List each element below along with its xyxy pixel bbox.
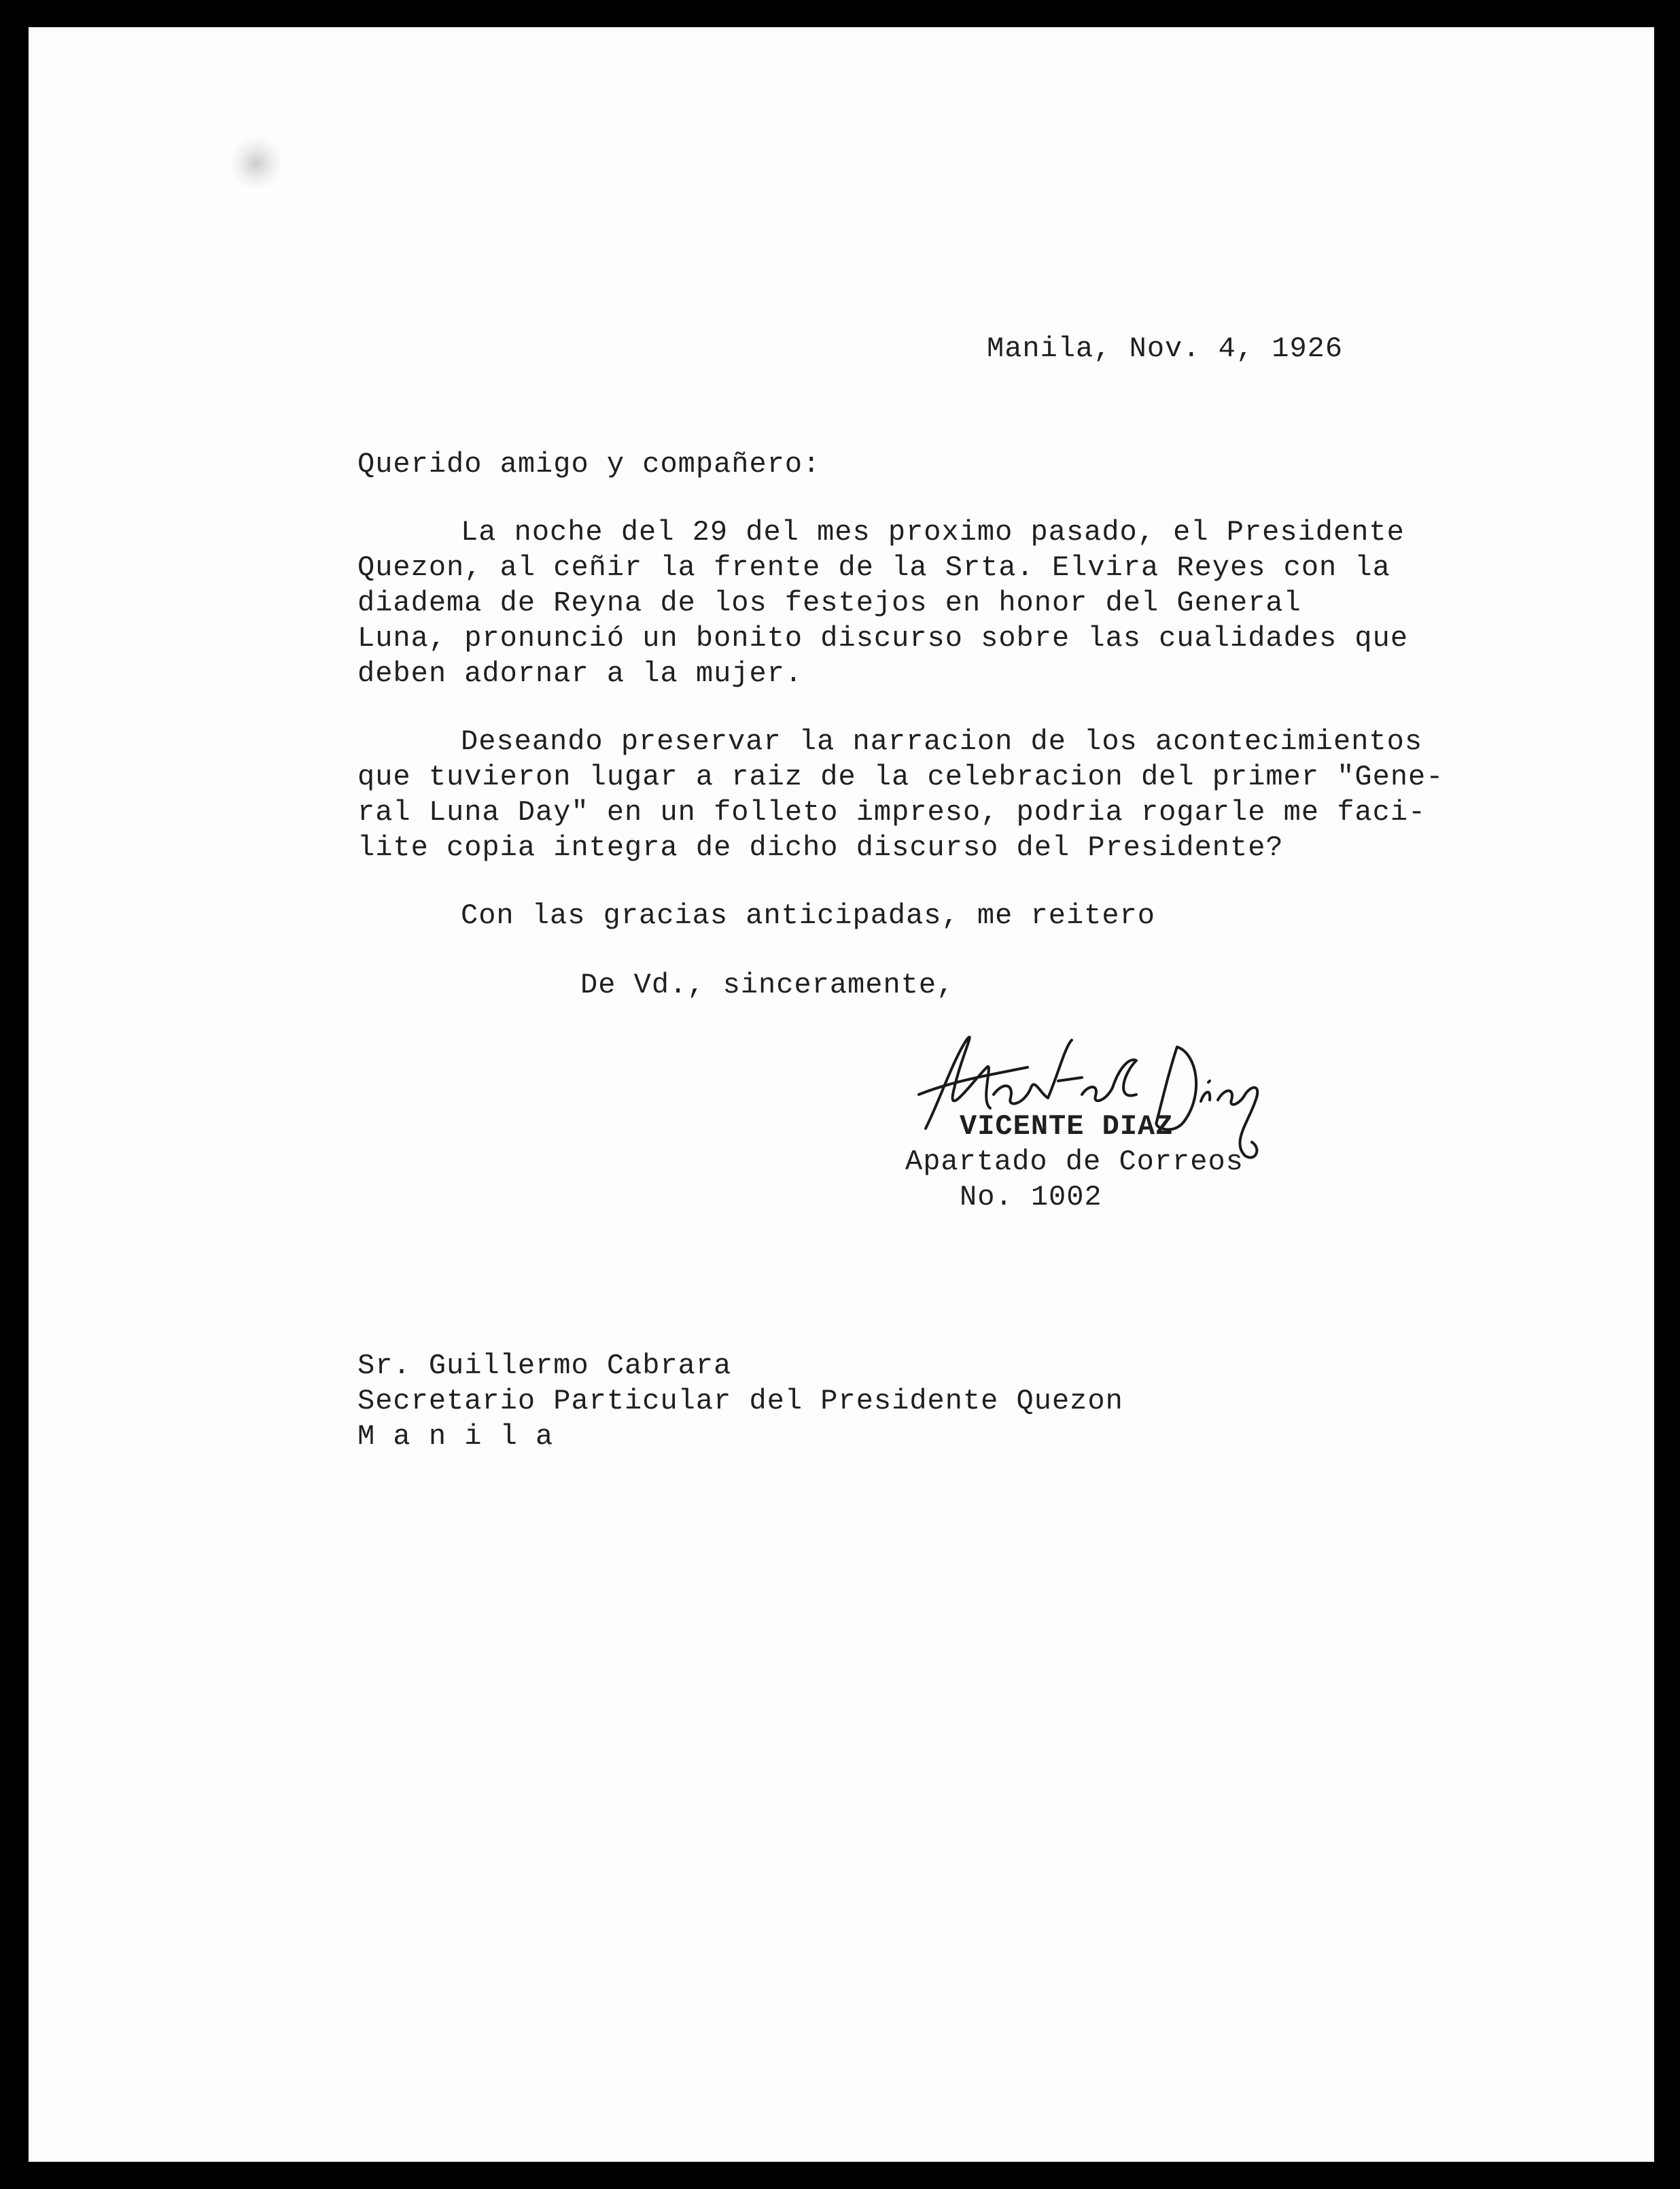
recipient-line3: M a n i l a: [357, 1420, 554, 1453]
paragraph2-line4: lite copia integra de dicho discurso del Presidente?: [357, 831, 1284, 864]
date-line: Manila, Nov. 4, 1926: [987, 332, 1344, 365]
paragraph2-line1: Deseando preservar la narracion de los acontecimientos: [461, 725, 1423, 758]
paragraph1-line4: Luna, pronunció un bonito discurso sobre las cualidades que: [357, 622, 1409, 655]
recipient-line2: Secretario Particular del Presidente Quezon: [357, 1385, 1123, 1417]
paragraph2-line2: que tuvieron lugar a raiz de la celebracion del primer "Gene-: [357, 761, 1444, 793]
salutation: Querido amigo y compañero:: [357, 448, 821, 481]
sender-address-line2: No. 1002: [960, 1181, 1102, 1213]
paragraph1-line2: Quezon, al ceñir la frente de la Srta. Elvira Reyes con la: [357, 551, 1390, 584]
paragraph1-line3: diadema de Reyna de los festejos en honor del General: [357, 587, 1301, 619]
sender-name: VICENTE DIAZ: [960, 1110, 1174, 1143]
sender-address-line1: Apartado de Correos: [905, 1145, 1244, 1178]
closing-line: Con las gracias anticipadas, me reitero: [461, 899, 1155, 932]
letter-sheet: [29, 27, 1654, 2162]
complimentary-close: De Vd., sinceramente,: [580, 969, 955, 1001]
paragraph1-line5: deben adornar a la mujer.: [357, 657, 803, 690]
recipient-line1: Sr. Guillermo Cabrara: [357, 1349, 732, 1382]
paragraph2-line3: ral Luna Day" en un folleto impreso, podria rogarle me faci-: [357, 796, 1427, 829]
paper-smudge: [232, 136, 280, 190]
paragraph1-line1: La noche del 29 del mes proximo pasado, el Presidente: [461, 516, 1405, 549]
